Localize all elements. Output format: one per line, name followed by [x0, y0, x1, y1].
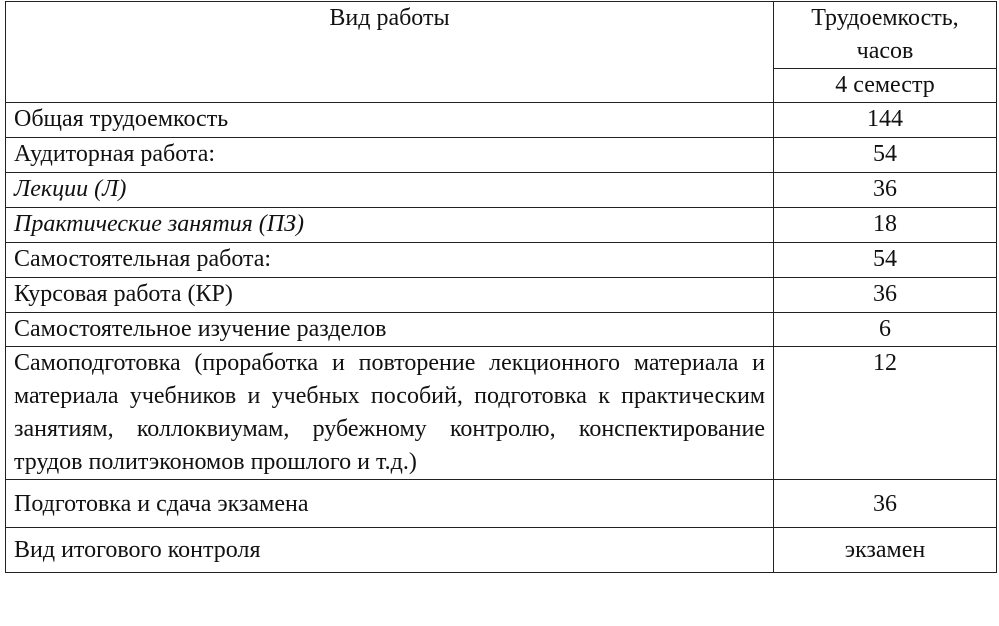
table-row [6, 173, 997, 208]
table-row [6, 313, 997, 347]
row-value: 36 [774, 480, 997, 528]
row-value: 54 [774, 243, 997, 278]
row-label: Подготовка и сдача экзамена [6, 480, 774, 528]
table-row [6, 243, 997, 278]
row-label: Аудиторная работа: [6, 138, 774, 173]
table-row [6, 208, 997, 243]
workload-table [5, 1, 997, 573]
row-label: Лекции (Л) [6, 173, 774, 208]
row-label: Вид итогового контроля [6, 528, 774, 573]
table-row [6, 138, 997, 173]
row-value: 36 [774, 278, 997, 313]
row-label: Самостоятельная работа: [6, 243, 774, 278]
table-row [6, 278, 997, 313]
labor-hours-header: Трудоемкость, часов [774, 2, 997, 69]
work-type-header: Вид работы [6, 2, 774, 103]
table-row [6, 480, 997, 528]
row-label: Практические занятия (ПЗ) [6, 208, 774, 243]
table-row [6, 103, 997, 138]
semester-header: 4 семестр [774, 69, 997, 103]
row-label: Самостоятельное изучение разделов [6, 313, 774, 347]
table-row [6, 528, 997, 573]
row-value: 36 [774, 173, 997, 208]
row-value: 18 [774, 208, 997, 243]
table-header-row [6, 2, 997, 69]
row-value: 6 [774, 313, 997, 347]
row-value: 54 [774, 138, 997, 173]
row-label: Курсовая работа (КР) [6, 278, 774, 313]
row-label: Самоподготовка (проработка и повторение лекционного материала и материала учебников и учебных пособий, подготовка к практическим занятиям, коллоквиумам, рубежному контролю, конспектирование трудов политэкономов прошлого и т.д.) [6, 347, 774, 480]
table-row [6, 347, 997, 480]
row-value: экзамен [774, 528, 997, 573]
row-label: Общая трудоемкость [6, 103, 774, 138]
row-value: 12 [774, 347, 997, 480]
row-value: 144 [774, 103, 997, 138]
